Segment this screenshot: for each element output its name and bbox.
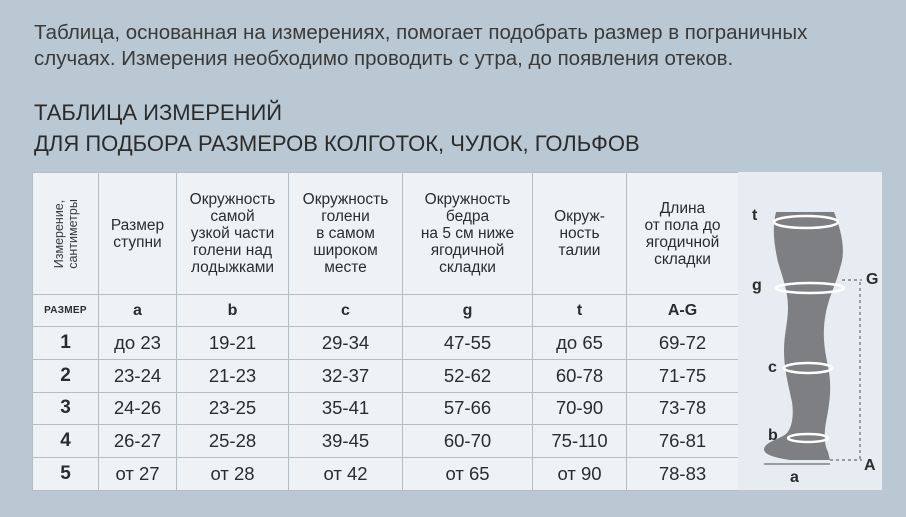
cell-a-g: 69-72 xyxy=(627,327,739,360)
cell-a-g: 71-75 xyxy=(627,359,739,392)
cell-c: 32-37 xyxy=(289,359,403,392)
size-number: 2 xyxy=(33,359,99,392)
label-t: t xyxy=(752,207,758,224)
title-line-2: ДЛЯ ПОДБОРА РАЗМЕРОВ КОЛГОТОК, ЧУЛОК, ГОЛЬФОВ xyxy=(34,131,640,156)
size-number: 1 xyxy=(33,327,99,360)
page-title xyxy=(34,97,894,159)
cell-b: 21-23 xyxy=(177,359,289,392)
intro-text xyxy=(34,20,894,72)
cell-g: 47-55 xyxy=(403,327,533,360)
cell-t: 75-110 xyxy=(533,425,627,458)
cell-c: от 42 xyxy=(289,458,403,491)
letter-b: b xyxy=(177,295,289,327)
size-number: 3 xyxy=(33,392,99,425)
title-line-1: ТАБЛИЦА ИЗМЕРЕНИЙ xyxy=(34,100,283,125)
cell-b: от 28 xyxy=(177,458,289,491)
letter-t: t xyxy=(533,295,627,327)
label-g: g xyxy=(752,277,762,294)
letter-c: c xyxy=(289,295,403,327)
cell-c: 35-41 xyxy=(289,392,403,425)
table-row xyxy=(33,458,739,491)
cell-b: 19-21 xyxy=(177,327,289,360)
column-header-waist: Окруж- ность талии xyxy=(533,173,627,295)
size-label: РАЗМЕР xyxy=(33,295,99,327)
table-row xyxy=(33,327,739,360)
cell-g: 57-66 xyxy=(403,392,533,425)
measurement-letter-row xyxy=(33,295,739,327)
label-c: c xyxy=(768,359,777,376)
cell-a-g: 73-78 xyxy=(627,392,739,425)
cell-t: 60-78 xyxy=(533,359,627,392)
leg-diagram xyxy=(738,172,882,490)
size-table xyxy=(32,172,739,491)
intro-line-1: Таблица, основанная на измерениях, помогает подобрать размер в пограничных xyxy=(34,21,808,44)
intro-line-2: случаях. Измерения необходимо проводить с утра, до появления отеков. xyxy=(34,47,734,70)
table-header-row xyxy=(33,173,739,295)
letter-a: a xyxy=(99,295,177,327)
cell-a: до 23 xyxy=(99,327,177,360)
cell-g: 60-70 xyxy=(403,425,533,458)
cell-a-g: 76-81 xyxy=(627,425,739,458)
label-A: A xyxy=(864,457,876,474)
corner-label: Измерение, сантиметры xyxy=(51,198,80,269)
cell-t: 70-90 xyxy=(533,392,627,425)
cell-t: от 90 xyxy=(533,458,627,491)
cell-c: 29-34 xyxy=(289,327,403,360)
letter-a-g: A-G xyxy=(627,295,739,327)
column-header-calf: Окружность голени в самом широком месте xyxy=(289,173,403,295)
leg-silhouette xyxy=(764,212,843,460)
label-b: b xyxy=(768,427,778,444)
leg-measurement-illustration xyxy=(738,172,882,490)
column-header-thigh: Окружность бедра на 5 см ниже ягодичной складки xyxy=(403,173,533,295)
cell-a: от 27 xyxy=(99,458,177,491)
size-number: 5 xyxy=(33,458,99,491)
cell-a: 23-24 xyxy=(99,359,177,392)
letter-g: g xyxy=(403,295,533,327)
cell-a: 26-27 xyxy=(99,425,177,458)
cell-a: 24-26 xyxy=(99,392,177,425)
table-row xyxy=(33,392,739,425)
table-row xyxy=(33,359,739,392)
cell-b: 25-28 xyxy=(177,425,289,458)
size-number: 4 xyxy=(33,425,99,458)
cell-t: до 65 xyxy=(533,327,627,360)
cell-a-g: 78-83 xyxy=(627,458,739,491)
table-row xyxy=(33,425,739,458)
cell-g: 52-62 xyxy=(403,359,533,392)
cell-g: от 65 xyxy=(403,458,533,491)
column-header-foot-size: Размер ступни xyxy=(99,173,177,295)
cell-b: 23-25 xyxy=(177,392,289,425)
corner-cell xyxy=(33,173,99,295)
column-header-ankle: Окружность самой узкой части голени над лодыжками xyxy=(177,173,289,295)
cell-c: 39-45 xyxy=(289,425,403,458)
label-a: a xyxy=(790,469,799,486)
label-G: G xyxy=(866,271,879,288)
column-header-length: Длина от пола до ягодичной складки xyxy=(627,173,739,295)
